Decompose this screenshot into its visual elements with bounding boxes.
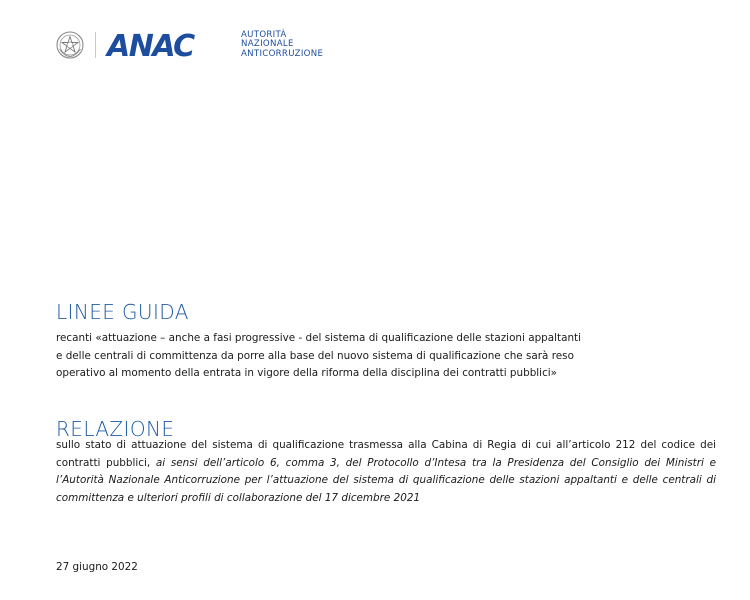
logo-subtitle	[241, 31, 323, 60]
description-line-1: recanti «attuazione – anche a fasi progressive - del sistema di qualificazione delle stazioni appaltanti	[56, 332, 582, 344]
logo-subtitle-line-2: NAZIONALE	[241, 39, 294, 50]
logo-subtitle-line-3: ANTICORRUZIONE	[241, 48, 324, 59]
anac-logo	[105, 31, 233, 59]
logo-subtitle-line-1: AUTORITÀ	[241, 29, 287, 40]
description-line-3: operativo al momento della entrata in vigore della riforma della disciplina dei contratti pubblici»	[56, 367, 558, 379]
linee-guida-description	[56, 330, 716, 383]
document-date: 27 giugno 2022	[56, 561, 138, 573]
section-title-linee-guida: LINEE GUIDA	[56, 300, 189, 324]
description-line-2: e delle centrali di committenza da porre alla base del nuovo sistema di qualificazione che sarà reso	[56, 349, 574, 362]
relazione-text-plain: sullo stato di attuazione del sistema di qualificazione trasmessa alla Cabina di Regia di cui all’articolo 212 del codice dei contratti pubblici,	[56, 439, 716, 469]
anac-logo-text: ANAC	[107, 31, 194, 59]
italian-republic-emblem-icon	[55, 30, 85, 60]
section-title-relazione: RELAZIONE	[56, 417, 175, 441]
relazione-text-italic: ai sensi dell’articolo 6, comma 3, del Protocollo d’Intesa tra la Presidenza del Consiglio dei Ministri e l’Autorità Nazionale Anticorruzione per l’attuazione del sistema di qualificazione delle stazioni appaltanti e delle centrali di committenza e ulteriori profili di collaborazione del 17 dicembre 2021	[56, 456, 716, 504]
header	[55, 28, 323, 62]
relazione-description	[56, 437, 716, 507]
header-separator	[95, 32, 96, 58]
